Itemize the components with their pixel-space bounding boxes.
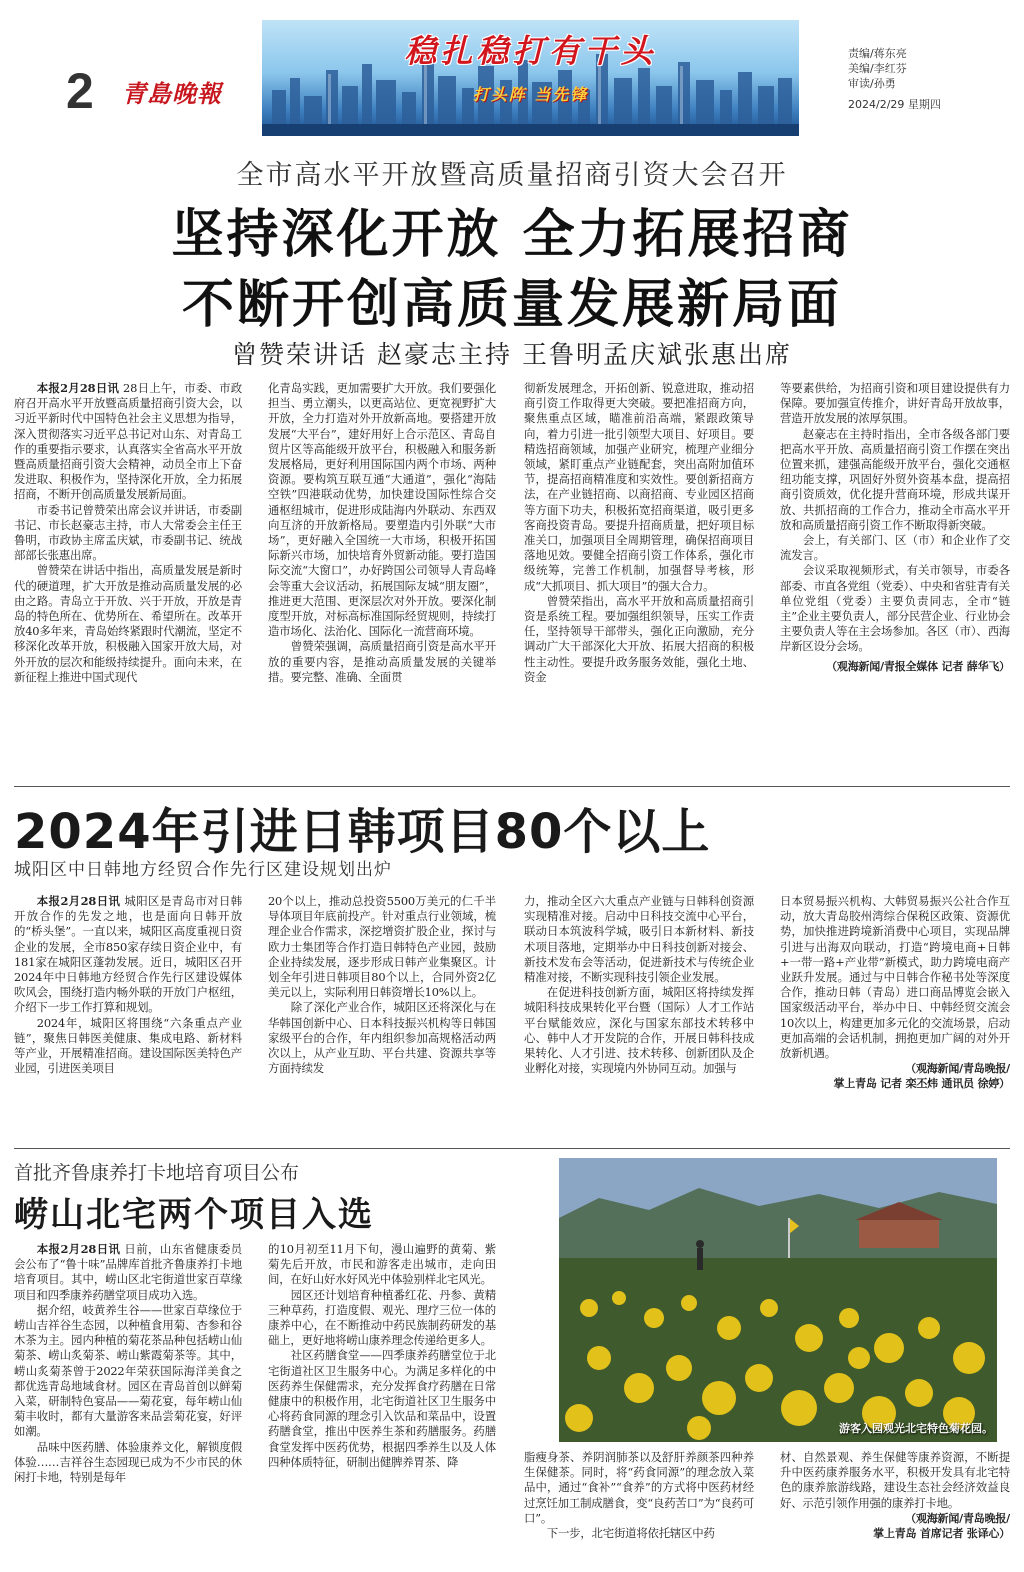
article1-column-2: 化青岛实践，更加需要扩大开放。我们要强化担当、勇立潮头，以更高站位、更宽视野扩大开放，全力打造对外开放新高地。要搭建开放发展“大平台”，建好用好上合示范区、青岛自贸片区等高能级开放平台，积极融入和服务新发展格局，更好利用国际国内两个市场、两种资源。要构筑互联互通“大通道”，强化“海陆空铁”四港联动优势，加快建设国际性综合交通枢纽城市，促进形成陆海内外联动、东西双向互济的开放新格局。要塑造内引外联“大市场”，更好融入全国统一大市场，积极开拓国际新兴市场，加快培育外贸新动能。要打造国际交流“大窗口”，办好跨国公司领导人青岛峰会等重大会议活动，拓展国际友城“朋友圈”，推进更大范围、更深层次对外开放。要深化制度型开放，对标高标准国际经贸规则，持续打造市场化、法治化、国际化一流营商环境。 曾赞荣强调，高质量招商引资是高水平开放的重要内容，是推动高质量发展的关键举措。要完整、准确、全面贯 (268, 381, 496, 684)
photo-illustration (559, 1158, 997, 1442)
article2-byline-2: 掌上青岛 记者 栾丕炜 通讯员 徐婷） (833, 1077, 1010, 1091)
article1-column-3: 彻新发展理念，开拓创新、锐意进取，推动招商引资工作取得更大突破。要把准招商方向，聚焦重点区域，瞄准前沿高端，紧跟政策导向，着力引进一批引领型大项目、好项目。要精选招商领域，加强产业研究，梳理产业细分领域，紧盯重点产业链配套，突出高附加值环节，提高招商精准度和实效性。要创新招商方法，在产业链招商、以商招商、专业园区招商等方面下功夫，积极拓宽招商渠道，吸引更多客商投资青岛。要提升招商质量，把好项目标准关口，加强项目全周期管理，确保招商项目落地见效。要健全招商引资工作体系，强化市级统筹，完善工作机制，加强督导考核，形成“大抓项目、抓大项目”的强大合力。 曾赞荣指出，高水平开放和高质量招商引资是系统工程。要加强组织领导，压实工作责任，坚持领导干部带头，强化正向激励，充分调动广大干部深化大开放、拓展大招商的积极性主动性。要提升政务服务效能，强化土地、资金 (524, 381, 754, 684)
article2-headline: 2024年引进日韩项目80个以上 (14, 804, 711, 860)
chrysanthemum-field-photo (559, 1158, 997, 1442)
article3-kicker: 首批齐鲁康养打卡地培育项目公布 (14, 1162, 300, 1184)
article3-headline: 崂山北宅两个项目入选 (14, 1195, 374, 1235)
editor-credits (848, 46, 941, 112)
article2-column-4: 日本贸易振兴机构、大韩贸易振兴公社合作互动，放大青岛胶州湾综合保税区政策、资源优势，加快推进跨境新消费中心项目，实现品牌引进与出海双向联动，打造“跨境电商+日韩+一带一路+产业带”新模式，助力跨境电商产业跃升发展。通过与中日韩合作秘书处等深度合作，推动日韩（青岛）进口商品博览会嵌入国家级活动平台，举办中日、中韩经贸交流会10次以上，构建更加多元化的交流场景，启动更加高端的会话机制，拥抱更加广阔的对外开放新机遇。 （观海新闻/青岛晚报/ 掌上青岛 记者 栾丕炜 通讯员 徐婷） (780, 894, 1010, 1091)
article3-dateline: 本报2月28日讯 (36, 1242, 121, 1256)
article1-dateline: 本报2月28日讯 (36, 381, 120, 395)
article2-byline-1: （观海新闻/青岛晚报/ (905, 1062, 1010, 1076)
section-divider (14, 786, 1010, 787)
article1-headline-line1: 坚持深化开放 全力拓展招商 (171, 205, 853, 265)
article2-dateline: 本报2月28日讯 (36, 894, 121, 908)
article3-column-3: 脂瘦身茶、养阴润肺茶以及舒肝养颜茶四种养生保健茶。同时，将“药食同源”的理念放入菜品中，通过“食补”“食养”的方式将中医药材经过烹饪加工制成膳食，变“良药苦口”为“良药可口”。 下一步，北宅街道将依托辖区中药 (524, 1450, 754, 1541)
article1-subheadline: 曾赞荣讲话 赵豪志主持 王鲁明孟庆斌张惠出席 (232, 340, 792, 369)
article2-column-2: 20个以上，推动总投资5500万美元的仁千半导体项目年底前投产。针对重点行业领域，梳理企业合作需求，深挖增资扩股企业，探讨与欧力士集团等合作打造日韩特色产业园，鼓励企业持续发展，逐步形成日韩产业集聚区。计划全年引进日韩项目80个以上，合同外资2亿美元以上，实际利用日韩资增长10%以上。 除了深化产业合作，城阳区还将深化与在华韩国创新中心、日本科技振兴机构等日韩国家级平台的合作，年内组织参加高规格活动两次以上，从产业互助、平台共建、资源共享等方面持续发 (268, 894, 496, 1076)
article1-kicker: 全市高水平开放暨高质量招商引资大会召开 (236, 160, 788, 191)
article3-byline-2: 掌上青岛 首席记者 张译心） (873, 1527, 1010, 1541)
proofreader-line: 审读/孙勇 (848, 77, 896, 90)
article3-column-2: 的10月初至11月下旬，漫山遍野的黄菊、紫菊先后开放，市民和游客走出城市，走向田间，在好山好水好风光中体验别样北宅风光。 园区还计划培育种植番红花、丹参、黄精三种草药，打造度假、观光、理疗三位一体的康养中心，在不断推动中药民族制药研发的基础上，更好地将崂山康养理念传递给更多人。 社区药膳食堂——四季康养药膳堂位于北宅街道社区卫生服务中心。为满足多样化的中医药养生保健需求，充分发挥食疗药膳在日常健康中的积极作用，北宅街道社区卫生服务中心将药食同源的理念引入饮品和菜品中，设置药膳食堂，推出中医养生茶和药膳服务。药膳食堂发挥中医药优势，根据四季养生以及人体四种体质特征，研制出健脾养胃茶、降 (268, 1242, 496, 1469)
banner-subtitle: 打头阵 当先锋 (472, 85, 589, 104)
article1-column-4: 等要素供给，为招商引资和项目建设提供有力保障。要加强宣传推介，讲好青岛开放故事，营造开放发展的浓厚氛围。 赵豪志在主持时指出，全市各级各部门要把高水平开放、高质量招商引资工作摆在突出位置来抓，建强高能级开放平台，强化交通枢纽功能支撑，巩固好外贸外资基本盘，提高招商引资质效，优化提升营商环境，形成共谋开放、共抓招商的工作合力，推动全市高水平开放和高质量招商引资工作不断取得新突破。 会上，有关部门、区（市）和企业作了交流发言。 会议采取视频形式，有关市领导，市委各部委、市直各党组（党委）、中央和省驻青有关单位党组（党委）主要负责同志，全市“链主”企业主要负责人，部分民营企业、行业协会主要负责人等在主会场参加。各区（市）、西海岸新区设分会场。 （观海新闻/青报全媒体 记者 薛华飞） (780, 381, 1010, 673)
article2-column-3: 力，推动全区六大重点产业链与日韩科创资源实现精准对接。启动中日科技交流中心平台，联动日本筑波科学城，吸引日本新材料、新技术项目落地，定期举办中日科技创新对接会、新技术发布会等活动，促进新技术与传统企业精准对接，不断实现科技引领企业发展。 在促进科技创新方面，城阳区将持续发挥城阳科技成果转化平台暨（国际）人才工作站平台赋能效应，深化与国家东部技术转移中心、韩中人才开发院的合作，开展日韩科技成果转化、人才引进、技术转移、创新团队及企业孵化对接，实现境内外协同互动。加强与 (524, 894, 754, 1076)
header-banner (262, 20, 799, 136)
page-number: 2 (66, 63, 94, 119)
article1-headline-line2: 不断开创高质量发展新局面 (181, 275, 842, 335)
article1-column-1: 本报2月28日讯 28日上午，市委、市政府召开高水平开放暨高质量招商引资大会，以习近平新时代中国特色社会主义思想为指导，深入贯彻落实习近平总书记对山东、对青岛工作的重要指示要求，认真落实全省高水平开放暨高质量招商引资大会精神，动员全市上下奋发进取、积极作为，坚持深化开放，全力拓展招商，不断开创高质量发展新局面。 市委书记曾赞荣出席会议并讲话，市委副书记、市长赵豪志主持，市人大常委会主任王鲁明，市政协主席孟庆斌，市委副书记、统战部部长张惠出席。 曾赞荣在讲话中指出，高质量发展是新时代的硬道理，扩大开放是推动高质量发展的必由之路。青岛立于开放、兴于开放，开放是青岛的特色所在、优势所在、希望所在。改革开放40多年来，青岛始终紧跟时代潮流，坚定不移深化改革开放，积极融入国家开放大局，对外开放的层次和能级持续提升。面向未来，在新征程上推进中国式现代 (14, 381, 243, 684)
article3-column-1: 本报2月28日讯 日前，山东省健康委员会公布了“鲁十味”品牌库首批齐鲁康养打卡地培育项目。其中，崂山区北宅街道世家百草缘项目和四季康养药膳堂项目成功入选。 据介绍，岐黄养生谷——世家百草缘位于崂山吉祥谷生态园，以种植食用菊、杏参和谷木茶为主。园内种植的菊花茶品种包括崂山仙菊茶、崂山炙菊茶、崂山紫霞菊茶等。其中，崂山炙菊茶曾于2022年荣获国际海洋美食之都优选青岛地域食材。园区在青岛首创以鲜菊入菜，研制特色宴品——菊花宴，每年崂山仙菊丰收时，都有大量游客来品尝菊花宴，好评如潮。 品味中医药膳、体验康养文化，解锁度假体验……吉祥谷生态园现已成为不少市民的休闲打卡地，特别是每年 (14, 1242, 242, 1485)
issue-date: 2024/2/29 星期四 (848, 98, 941, 111)
section-divider (14, 1148, 1010, 1149)
designer-line: 美编/李红芬 (848, 62, 907, 75)
editor-line: 责编/蒋东亮 (848, 47, 907, 60)
newspaper-logo: 青島晚報 (122, 79, 222, 108)
article3-byline-1: （观海新闻/青岛晚报/ (905, 1511, 1010, 1525)
banner-title: 稳扎稳打有干头 (404, 32, 657, 70)
article3-column-4: 材、自然景观、养生保健等康养资源，不断提升中医药康养服务水平，积极开发具有北宅特色的康养旅游线路，建设生态社会经济效益良好、示范引领作用强的康养打卡地。 （观海新闻/青岛晚报/ 掌上青岛 首席记者 张译心） (780, 1450, 1010, 1541)
article1-byline: （观海新闻/青报全媒体 记者 薛华飞） (826, 659, 1010, 673)
photo-caption: 游客入园观光北宅特色菊花园。 (839, 1422, 993, 1435)
article2-column-1: 本报2月28日讯 城阳区是青岛市对日韩开放合作的先发之地，也是面向日韩开放的“桥头堡”。一直以来，城阳区高度重视日资企业的发展，全市850家存续日资企业中，有181家在城阳区蓬勃发展。近日，城阳区召开2024年中日韩地方经贸合作先行区建设媒体吹风会，围绕打造内畅外联的开放门户枢纽，介绍下一步工作打算和规划。 2024年，城阳区将围绕“六条重点产业链”，聚焦日韩医美健康、集成电路、新材料等产业，开展精准招商。建设国际医美特色产业园，引进医美项目 (14, 894, 242, 1076)
article2-subheadline: 城阳区中日韩地方经贸合作先行区建设规划出炉 (14, 860, 392, 880)
